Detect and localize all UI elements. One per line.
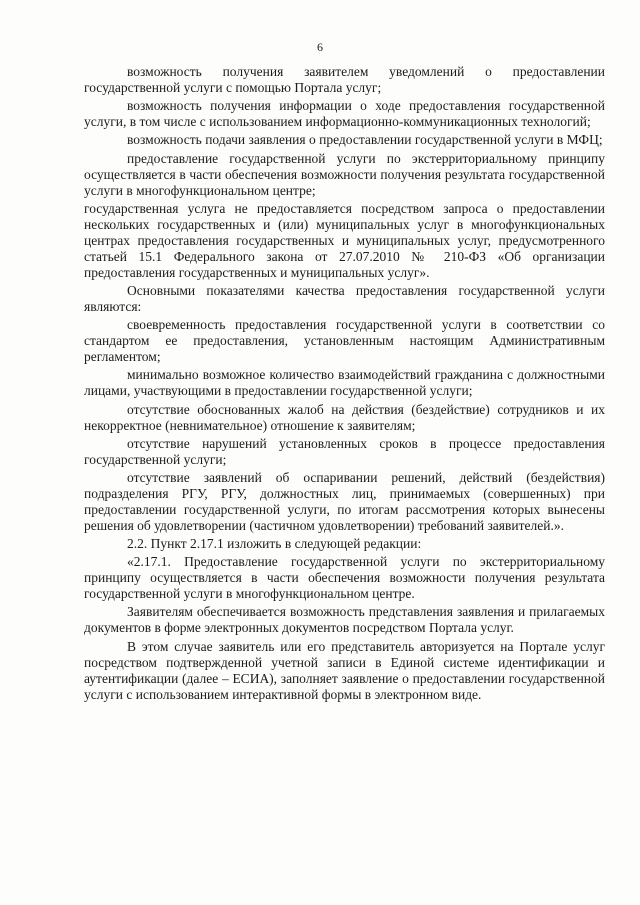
paragraph: предоставление государственной услуги по экстерриториальному принципу осуществляется в части обеспечения возможности получения результата государственной услуги в многофункциональном центре; xyxy=(84,150,605,198)
paragraph: отсутствие заявлений об оспаривании решений, действий (бездействия) подразделения РГУ, РГУ, должностных лиц, принимаемых (совершенных) при предоставлении государственной услуги, по итогам рассмотрения которых вынесены решения об удовлетворении (частичном удовлетворении) требований заявителей.». xyxy=(84,469,605,533)
paragraph: Основными показателями качества предоставления государственной услуги являются: xyxy=(84,282,605,314)
paragraph: «2.17.1. Предоставление государственной услуги по экстерриториальному принципу осуществляется в части обеспечения возможности получения результата государственной услуги в многофункциональном центре. xyxy=(84,554,605,602)
document-body xyxy=(84,64,605,705)
paragraph: 2.2. Пункт 2.17.1 изложить в следующей редакции: xyxy=(127,536,422,552)
paragraph: государственная услуга не предоставляется посредством запроса о предоставлении нескольких государственных и (или) муниципальных услуг в многофункциональных центрах предоставления государственных и муниципальных услуг, предусмотренного статьей 15.1 Федерального закона от 27.07.2010 № 210-ФЗ «Об организации предоставления государственных и муниципальных услуг». xyxy=(84,200,605,280)
paragraph: возможность получения информации о ходе предоставления государственной услуги, в том числе с использованием информационно-коммуникационных технологий; xyxy=(84,98,605,130)
paragraph: своевременность предоставления государственной услуги в соответствии со стандартом ее предоставления, установленным настоящим Административным регламентом; xyxy=(84,317,605,365)
paragraph: Заявителям обеспечивается возможность представления заявления и прилагаемых документов в форме электронных документов посредством Портала услуг. xyxy=(84,604,605,636)
paragraph: минимально возможное количество взаимодействий гражданина с должностными лицами, участвующими в предоставлении государственной услуги; xyxy=(84,367,605,399)
paragraph: отсутствие нарушений установленных сроков в процессе предоставления государственной услуги; xyxy=(84,435,605,467)
paragraph: В этом случае заявитель или его представитель авторизуется на Портале услуг посредством подтвержденной учетной записи в Единой системе идентификации и аутентификации (далее – ЕСИА), заполняет заявление о предоставлении государственной услуги с использованием интерактивной формы в электронном виде. xyxy=(84,638,605,702)
page-number: 6 xyxy=(317,40,323,54)
paragraph: отсутствие обоснованных жалоб на действия (бездействие) сотрудников и их некорректное (невнимательное) отношение к заявителям; xyxy=(84,401,605,433)
paragraph: возможность подачи заявления о предоставлении государственной услуги в МФЦ; xyxy=(127,132,603,148)
paragraph: возможность получения заявителем уведомлений о предоставлении государственной услуги с помощью Портала услуг; xyxy=(84,64,605,95)
